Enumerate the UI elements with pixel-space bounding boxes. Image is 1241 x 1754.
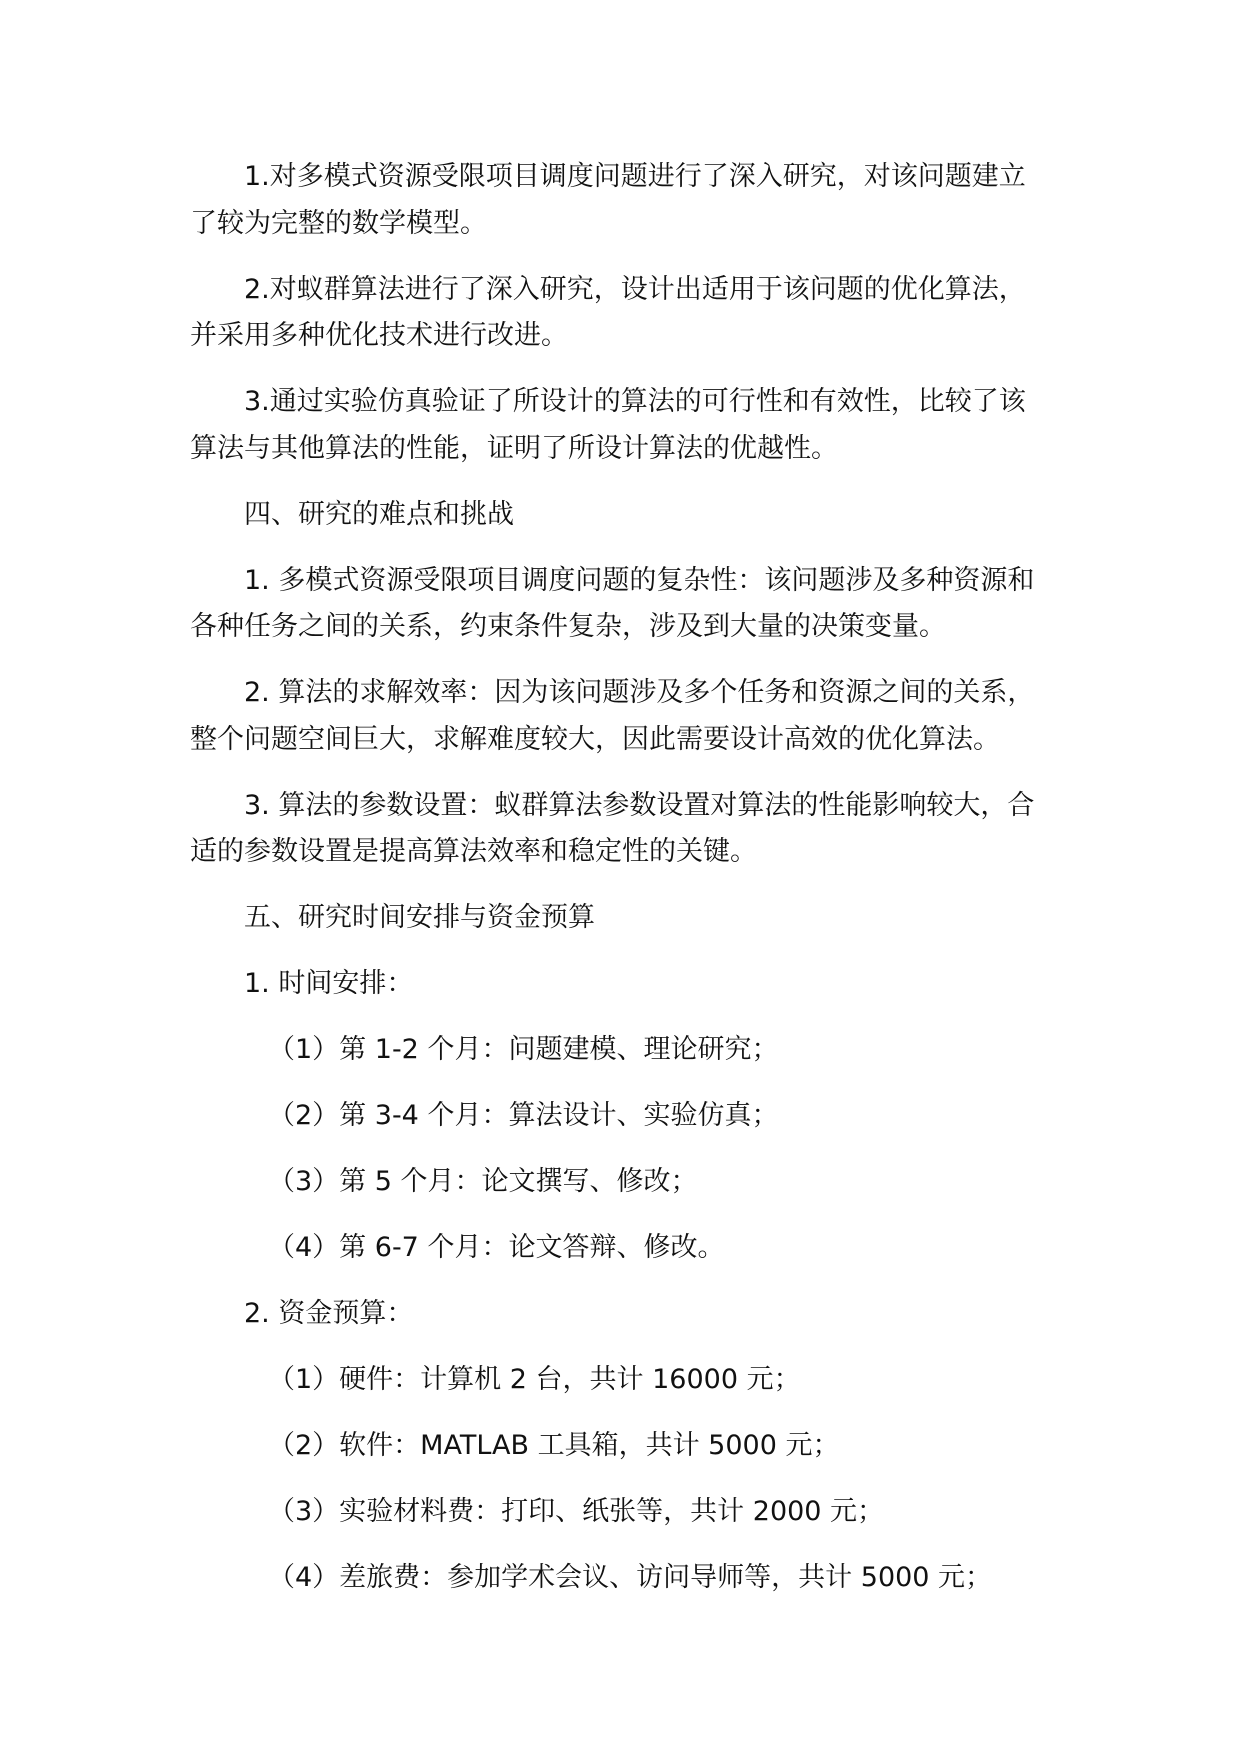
budget-item: （4）差旅费：参加学术会议、访问导师等，共计 5000 元； (268, 1562, 993, 1593)
subsection-heading-budget: 2. 资金预算： (244, 1298, 414, 1329)
contribution-item: 1.对多模式资源受限项目调度问题进行了深入研究，对该问题建立了较为完整的数学模型。 (190, 161, 1026, 239)
difficulty-item: 2. 算法的求解效率：因为该问题涉及多个任务和资源之间的关系，整个问题空间巨大，求解难度较大，因此需要设计高效的优化算法。 (190, 677, 1035, 755)
section-heading: 五、研究时间安排与资金预算 (244, 902, 595, 933)
budget-item: （2）软件：MATLAB 工具箱，共计 5000 元； (268, 1430, 840, 1461)
section-heading: 四、研究的难点和挑战 (244, 498, 514, 530)
schedule-item: （3）第 5 个月：论文撰写、修改； (268, 1166, 698, 1197)
difficulty-item: 3. 算法的参数设置：蚁群算法参数设置对算法的性能影响较大，合适的参数设置是提高算法效率和稳定性的关键。 (190, 789, 1035, 867)
contribution-item: 2.对蚁群算法进行了深入研究，设计出适用于该问题的优化算法，并采用多种优化技术进行改进。 (190, 273, 1026, 351)
document-body (190, 154, 1041, 1602)
schedule-item: （2）第 3-4 个月：算法设计、实验仿真； (268, 1100, 779, 1131)
subsection-heading-schedule: 1. 时间安排： (244, 968, 414, 999)
difficulty-item: 1. 多模式资源受限项目调度问题的复杂性：该问题涉及多种资源和各种任务之间的关系，约束条件复杂，涉及到大量的决策变量。 (190, 564, 1035, 642)
budget-item: （3）实验材料费：打印、纸张等，共计 2000 元； (268, 1496, 885, 1527)
schedule-item: （1）第 1-2 个月：问题建模、理论研究； (268, 1034, 779, 1065)
schedule-item: （4）第 6-7 个月：论文答辩、修改。 (268, 1232, 725, 1263)
contribution-item: 3.通过实验仿真验证了所设计的算法的可行性和有效性，比较了该算法与其他算法的性能，证明了所设计算法的优越性。 (190, 386, 1026, 464)
budget-item: （1）硬件：计算机 2 台，共计 16000 元； (268, 1364, 801, 1395)
